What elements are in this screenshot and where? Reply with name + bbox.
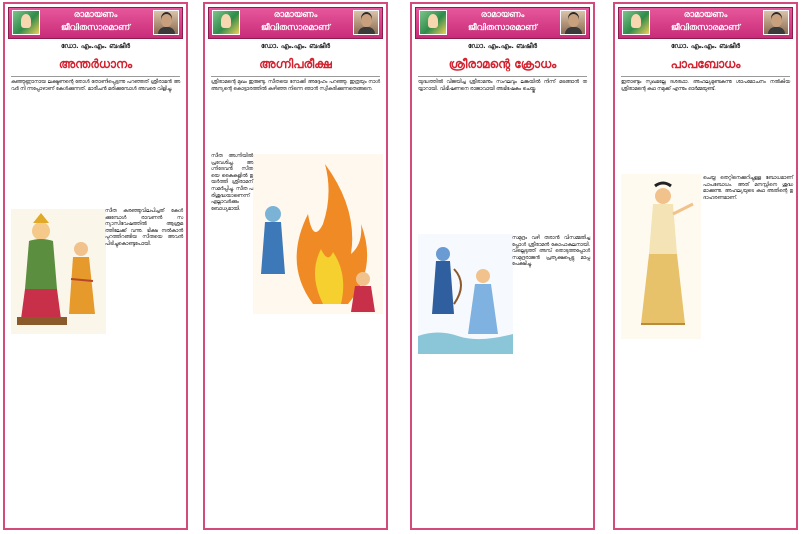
article-column-1 <box>3 2 188 530</box>
column-banner <box>8 7 183 39</box>
article-lead: കുഞ്ഞുണ്ണാനായ ലക്ഷ്മണന്റെ തോൾ തോണിപ്പെട്ടന്നു പറഞ്ഞത് ശ്രീരാമൻ അവർ നി ന്നപ്പോഴാണ് കേൾക്കുന്നത്. മാരീചൻ മരിക്കുമ്പോൾ അവരെ വിളിച്ചു. <box>11 80 180 92</box>
article-lead: ഇതാണ്ടും സുഖമല്ലേ ദശരഥാ. അഹല്യമുണ്ടകന്നു ശാപമോചനം നൽകിയ ശ്രീരാമന്റെ കഥ നമുക്ക് എന്നും ഓർമ്മയുണ്ട്. <box>621 80 790 92</box>
author-name: ഡോ. എം.എം. ബഷീർ <box>467 42 538 50</box>
article-lead: ശ്രീരാമന്റെ മുഖം ഇരുണ്ടു. സീതയെ നോക്കി അദ്ദേഹം പറഞ്ഞു. ഇത്രയും നാൾ അന്യന്റെ കൊട്ടാരത്തിൽ കഴിഞ്ഞ നിന്നെ ഞാൻ സ്വീകരിക്കുന്നതെങ്ങനെ. <box>211 80 380 92</box>
author-photo <box>560 10 586 35</box>
divider <box>211 76 380 77</box>
author-name: ഡോ. എം.എം. ബഷീർ <box>670 42 741 50</box>
article-column-2 <box>203 2 388 530</box>
series-title: രാമായണം ജീവിതസാരമാണ് <box>60 10 131 33</box>
ramayana-emblem-icon <box>419 10 447 35</box>
article-title: ശ്രീരാമന്റെ ക്രോധം <box>448 57 557 71</box>
author-name: ഡോ. എം.എം. ബഷീർ <box>260 42 331 50</box>
author-photo <box>153 10 179 35</box>
article-excerpt: സീത കരഞ്ഞുവിലപിച്ചത് കേൾക്കുമ്പോൾ രാവണൻ സന്യാസിവേഷത്തിൽ ആശ്രമത്തിലേക്ക് വന്നു. ഭിക്ഷ നൽകാൻ പുറത്തിറങ്ങിയ സീതയെ അവൻ പിടിച്ചുകൊണ്ടുപോയി. <box>105 209 183 247</box>
article-excerpt: ചെയ്ത തെറ്റിനെക്കുറിച്ചുള്ള ബോധമാണ് പാപബോധം. അത് മനസ്സിനെ ശുദ്ധമാക്കുന്നു. അഹല്യയുടെ കഥ അതിന്റെ ഉദാഹരണമാണ്. <box>703 176 793 201</box>
article-column-3 <box>410 2 595 530</box>
series-title: രാമായണം ജീവിതസാരമാണ് <box>670 10 741 33</box>
article-title: അഗ്നിപരീക്ഷ <box>259 57 332 71</box>
author-photo <box>763 10 789 35</box>
divider <box>11 76 180 77</box>
column-banner <box>618 7 793 39</box>
divider <box>418 76 587 77</box>
ramayana-emblem-icon <box>622 10 650 35</box>
series-title: രാമായണം ജീവിതസാരമാണ് <box>260 10 331 33</box>
article-excerpt: സമുദ്രം വഴി തരാൻ വിസമ്മതിച്ചപ്പോൾ ശ്രീരാമൻ കോപാകുലനായി. വില്ലെടുത്ത് അമ്പ് തൊടുത്തപ്പോൾ സമുദ്രരാജൻ പ്രത്യക്ഷപ്പെട്ടു മാപ്പപേക്ഷിച്ചു. <box>512 236 590 268</box>
column-banner <box>208 7 383 39</box>
article-lead: യുദ്ധത്തിൽ വിജയിച്ച ശ്രീരാമനും സംഘവും ലങ്കയിൽ നിന്ന് മടങ്ങാൻ തയ്യാറായി. വിഭീഷണനെ രാജാവായി അഭിഷേകം ചെയ്തു. <box>418 80 587 92</box>
divider <box>621 76 790 77</box>
illustration-rama-ocean <box>418 234 513 354</box>
article-title: അന്തർധാനം <box>58 57 133 71</box>
article-title: പാപബോധം <box>670 57 741 71</box>
illustration-ahalya <box>621 174 701 339</box>
column-banner <box>415 7 590 39</box>
article-excerpt: സീത അഗ്നിയിൽ പ്രവേശിച്ചു. അഗ്നിദേവൻ സീതയെ കൈകളിൽ ഉയർത്തി ശ്രീരാമന് സമർപ്പിച്ചു. സീത പരിശുദ്ധയാണെന്ന് എല്ലാവർക്കും ബോധ്യമായി. <box>211 154 254 212</box>
illustration-fire-ordeal <box>253 154 383 314</box>
illustration-ravana-sita <box>11 209 106 334</box>
series-title: രാമായണം ജീവിതസാരമാണ് <box>467 10 538 33</box>
article-column-4 <box>613 2 798 530</box>
ramayana-emblem-icon <box>12 10 40 35</box>
author-photo <box>353 10 379 35</box>
ramayana-emblem-icon <box>212 10 240 35</box>
author-name: ഡോ. എം.എം. ബഷീർ <box>60 42 131 50</box>
